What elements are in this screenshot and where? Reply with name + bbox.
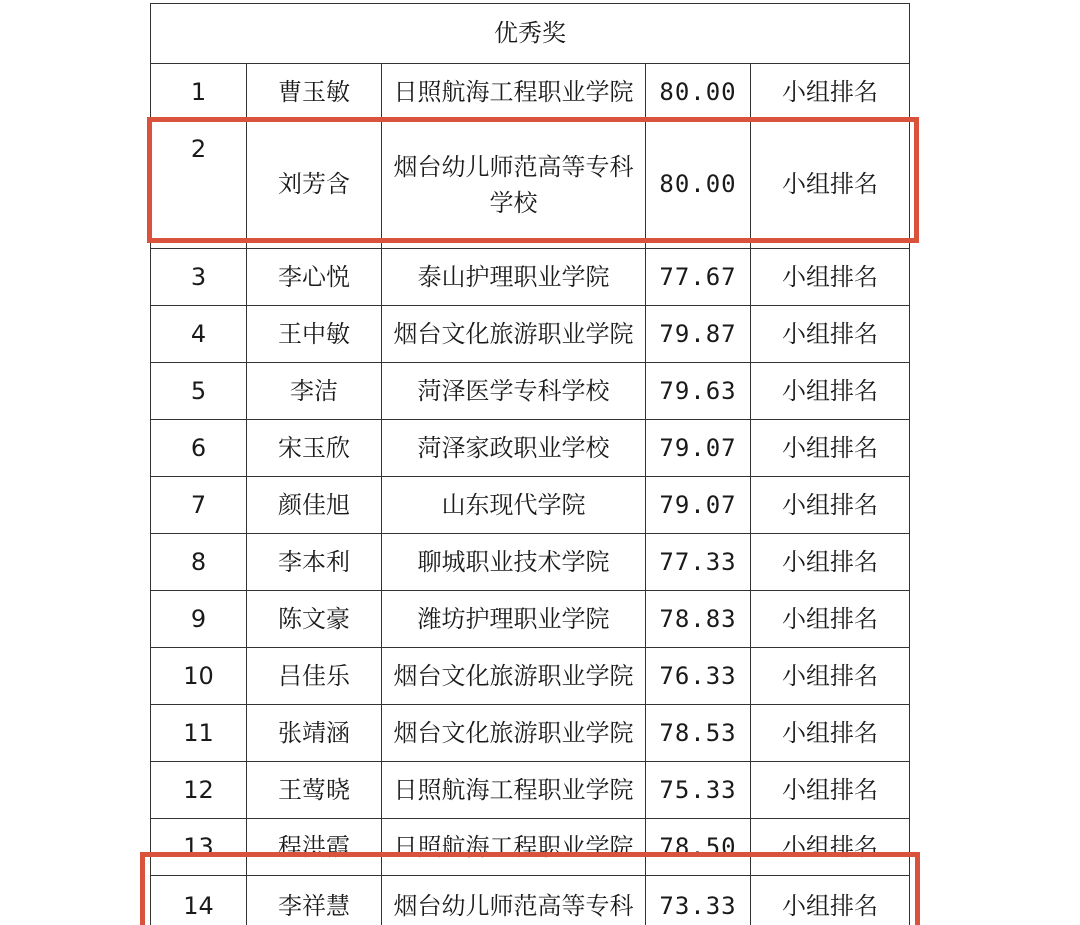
table-row <box>151 363 910 420</box>
row-method: 小组排名 <box>751 591 910 648</box>
row-score: 79.63 <box>646 363 751 420</box>
row-score: 78.53 <box>646 705 751 762</box>
award-table <box>150 3 910 925</box>
row-number: 13 <box>151 819 247 876</box>
row-number: 9 <box>151 591 247 648</box>
row-name: 王中敏 <box>247 306 382 363</box>
table-row <box>151 534 910 591</box>
row-name: 颜佳旭 <box>247 477 382 534</box>
row-name: 宋玉欣 <box>247 420 382 477</box>
row-method: 小组排名 <box>751 534 910 591</box>
row-school: 日照航海工程职业学院 <box>382 819 646 876</box>
row-score: 75.33 <box>646 762 751 819</box>
row-school-line-2: 学校 <box>489 188 538 217</box>
table-row-highlighted <box>151 121 910 249</box>
row-score: 76.33 <box>646 648 751 705</box>
row-score: 78.83 <box>646 591 751 648</box>
row-school: 泰山护理职业学院 <box>382 249 646 306</box>
row-method: 小组排名 <box>751 420 910 477</box>
row-school: 烟台幼儿师范高等专科 <box>382 876 646 925</box>
table-row <box>151 705 910 762</box>
row-score: 79.07 <box>646 420 751 477</box>
row-school-line-1: 烟台幼儿师范高等专科 <box>393 152 634 181</box>
table-row <box>151 420 910 477</box>
row-school: 日照航海工程职业学院 <box>382 762 646 819</box>
row-method: 小组排名 <box>751 648 910 705</box>
row-number: 2 <box>151 121 247 249</box>
row-number: 3 <box>151 249 247 306</box>
row-name: 张靖涵 <box>247 705 382 762</box>
row-method: 小组排名 <box>751 363 910 420</box>
row-method: 小组排名 <box>751 121 910 249</box>
row-number: 10 <box>151 648 247 705</box>
row-method: 小组排名 <box>751 477 910 534</box>
row-number: 1 <box>151 64 247 121</box>
table-row <box>151 249 910 306</box>
table-row <box>151 591 910 648</box>
row-score: 80.00 <box>646 121 751 249</box>
row-school: 山东现代学院 <box>382 477 646 534</box>
row-name: 李洁 <box>247 363 382 420</box>
row-school: 潍坊护理职业学院 <box>382 591 646 648</box>
row-score: 80.00 <box>646 64 751 121</box>
row-method: 小组排名 <box>751 64 910 121</box>
table-row-highlighted <box>151 876 910 925</box>
row-school: 烟台文化旅游职业学院 <box>382 705 646 762</box>
table-title: 优秀奖 <box>151 4 910 64</box>
row-school: 菏泽家政职业学校 <box>382 420 646 477</box>
row-method: 小组排名 <box>751 819 910 876</box>
table-row <box>151 64 910 121</box>
table-row <box>151 819 910 876</box>
row-score: 78.50 <box>646 819 751 876</box>
row-name: 李祥慧 <box>247 876 382 925</box>
row-method: 小组排名 <box>751 876 910 925</box>
row-name: 李心悦 <box>247 249 382 306</box>
row-name: 曹玉敏 <box>247 64 382 121</box>
row-school: 烟台文化旅游职业学院 <box>382 648 646 705</box>
row-number: 4 <box>151 306 247 363</box>
row-number: 8 <box>151 534 247 591</box>
row-name: 吕佳乐 <box>247 648 382 705</box>
row-name: 刘芳含 <box>247 121 382 249</box>
row-name: 李本利 <box>247 534 382 591</box>
row-score: 79.87 <box>646 306 751 363</box>
row-number: 11 <box>151 705 247 762</box>
row-name: 陈文豪 <box>247 591 382 648</box>
row-score: 77.33 <box>646 534 751 591</box>
row-school: 菏泽医学专科学校 <box>382 363 646 420</box>
row-number: 6 <box>151 420 247 477</box>
table-row <box>151 762 910 819</box>
row-score: 73.33 <box>646 876 751 925</box>
row-method: 小组排名 <box>751 762 910 819</box>
row-school: 烟台文化旅游职业学院 <box>382 306 646 363</box>
row-name: 程洪霞 <box>247 819 382 876</box>
table-title-row <box>151 4 910 64</box>
table-row <box>151 306 910 363</box>
table-row <box>151 648 910 705</box>
row-school <box>382 121 646 249</box>
row-school: 聊城职业技术学院 <box>382 534 646 591</box>
row-method: 小组排名 <box>751 306 910 363</box>
table-row <box>151 477 910 534</box>
row-score: 77.67 <box>646 249 751 306</box>
row-number: 5 <box>151 363 247 420</box>
row-score: 79.07 <box>646 477 751 534</box>
row-school: 日照航海工程职业学院 <box>382 64 646 121</box>
row-number: 12 <box>151 762 247 819</box>
row-number: 7 <box>151 477 247 534</box>
row-name: 王莺晓 <box>247 762 382 819</box>
row-method: 小组排名 <box>751 249 910 306</box>
row-number: 14 <box>151 876 247 925</box>
row-method: 小组排名 <box>751 705 910 762</box>
